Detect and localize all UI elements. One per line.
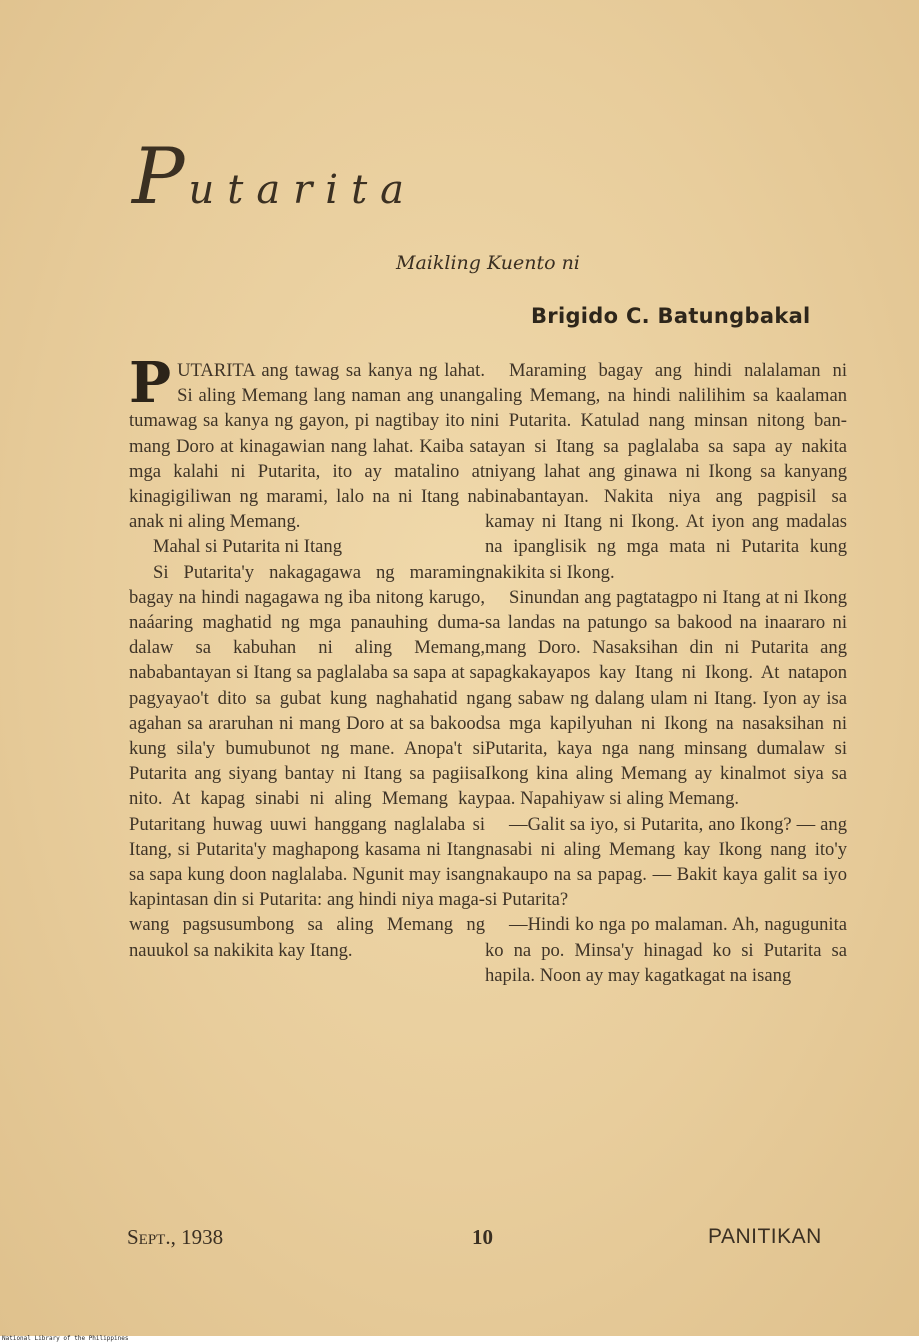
paragraph — [129, 350, 485, 534]
page-number: 10 — [472, 1225, 493, 1249]
paragraph: Maraming bagay ang hindi nalalaman ni aling Memang, na hindi nalilihim sa kaalaman ni Putarita. Katulad nang minsan nitong bantayan si Itang sa paglalaba sa sapa ay nakita niyang lahat ang ginawa ni Ikong sa kanyang binabantayan. Nakita niya ang pagpisil sa kamay ni Itang ni Ikong. At iyon ang madalas na ipanglisik ng mga mata ni Putarita kung nakikita si Ikong. — [485, 360, 847, 583]
drop-cap: P — [129, 350, 172, 416]
right-column — [485, 358, 847, 988]
paragraph: —Galit sa iyo, si Putarita, ano Ikong? — ang nasabi ni aling Memang kay Ikong nang ito'y nakaupo na sa papag. — Bakit kaya galit sa iyo si Putarita? — [485, 813, 847, 911]
paragraph-text: UTARITA ang tawag sa kanya ng lahat. Si aling Memang lang naman ang unang tumawag sa kanya ng gayon, pi nagtibay ito ni mang Doro at kinagawian nang lahat. Kaiba sa mga kalahi ni Putarita, ito ay matalino at kinagigiliwan ng marami, lalo na ni Itang na anak ni aling Memang. — [129, 360, 485, 533]
author-name: Brigido C. Batungbakal — [531, 304, 811, 328]
story-subtitle: Maikling Kuento ni — [396, 252, 580, 274]
paragraph: Si Putarita'y nakagagawa ng maraming bagay na hindi nagagawa ng iba nitong karugo, naáaring maghatid ng mga panauhing dumadalaw sa kabuhan ni aling Memang, nababantayan si Itang sa paglalaba sa sapa at sa pagyayao't dito sa gubat kung naghahatid ng agahan sa araruhan ni mang Doro at sa bakood kung sila'y bumubunot ng mane. Anopa't si Putarita ang siyang bantay ni Itang sa pagiisa nito. At kapag sinabi ni aling Memang kay Putaritang huwag uuwi hanggang naglalaba si Itang, si Putarita'y maghapong kasama ni Itang sa sapa kung doon naglalaba. Ngunit may isang kapintasan din si Putarita: ang hindi niya magawang pagsusumbong sa aling Memang ng nauukol sa nakikita kay Itang. — [129, 561, 485, 961]
scan-border — [0, 1336, 919, 1343]
magazine-name: PANITIKAN — [708, 1225, 822, 1248]
paragraph: Sinundan ang pagtatagpo ni Itang at ni Ikong sa landas na patungo sa bakood na inaararo ni mang Doro. Nasaksihan din ni Putarita ang pagkakayapos kay Itang ni Ikong. At natapon ang sabaw ng dalang ulam ni Itang. Iyon ay isa sa mga kapilyuhan ni Ikong na nasaksihan ni Putarita, kaya nga nang minsang dumalaw si Ikong kina aling Memang ay kinalmot siya sa paa. Napahiyaw si aling Memang. — [485, 586, 847, 810]
paragraph: —Hindi ko nga po malaman. Ah, nagugunita ko na po. Minsa'y hinagad ko si Putarita sa hapila. Noon ay may kagatkagat na isang — [485, 914, 847, 986]
issue-date: Sept., 1938 — [127, 1225, 224, 1249]
left-column — [129, 350, 485, 963]
library-credit: National Library of the Philippines — [2, 1335, 129, 1342]
paragraph: Mahal si Putarita ni Itang — [153, 536, 342, 558]
title-rest: utarita — [188, 167, 418, 213]
title-initial: P — [132, 132, 185, 222]
story-title — [132, 132, 418, 222]
